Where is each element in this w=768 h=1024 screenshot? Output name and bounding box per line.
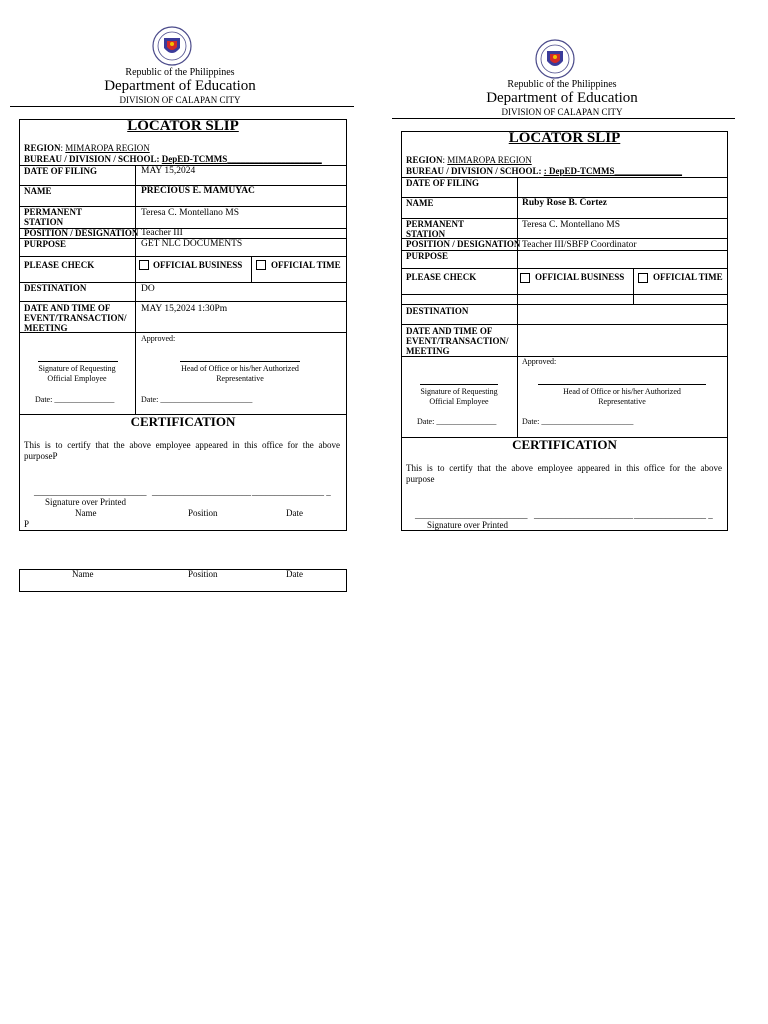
date-field-approver: [522, 417, 633, 427]
date-field-requesting: [35, 395, 114, 405]
official-time-label: OFFICIAL TIME: [653, 272, 723, 282]
department-title: Department of Education: [104, 78, 256, 94]
head-office-line1: Head of Office or his/her Authorized: [563, 387, 681, 396]
date-blank: _______________: [436, 417, 497, 426]
grid-line: [19, 332, 347, 333]
sig-blank-3: ________________ _: [252, 487, 331, 497]
event-label-3: MEETING: [406, 346, 450, 356]
grid-line: [401, 324, 728, 325]
sig-blank-3: ________________ _: [634, 510, 713, 520]
footer-date: Date: [286, 569, 303, 579]
position-label: POSITION / DESIGNATION: [24, 228, 139, 238]
date-of-filing-label: DATE OF FILING: [406, 178, 480, 188]
permanent-label: PERMANENT: [24, 207, 82, 217]
destination-label: DESTINATION: [406, 306, 469, 316]
grid-line: [401, 294, 728, 295]
sig-requesting: [24, 364, 130, 384]
republic-text: Republic of the Philippines: [507, 79, 617, 90]
sig-blank-2: ______________________: [152, 487, 251, 497]
head-office-line2: Representative: [216, 374, 264, 383]
region-value: MIMAROPA REGION: [447, 155, 532, 165]
purpose-label: PURPOSE: [24, 239, 67, 249]
date-col: Date: [286, 508, 303, 518]
head-office-line1: Head of Office or his/her Authorized: [181, 364, 299, 373]
signature-line: [180, 361, 300, 362]
date-label: Date:: [417, 417, 435, 426]
name-label: NAME: [406, 198, 434, 208]
position-value: Teacher III: [141, 228, 183, 238]
sig-over-printed: Signature over Printed: [45, 497, 126, 507]
official-business-checkbox[interactable]: [520, 273, 530, 283]
slip-border: [19, 119, 347, 531]
purpose-value: GET NLC DOCUMENTS: [141, 239, 243, 249]
header-divider: [10, 106, 354, 107]
event-label-2: EVENT/TRANSACTION/: [406, 336, 509, 346]
certification-text: [406, 463, 722, 485]
please-check-label: PLEASE CHECK: [406, 272, 477, 282]
signature-line: [420, 384, 498, 385]
bureau-label: BUREAU / DIVISION / SCHOOL: [24, 154, 157, 164]
bureau-row: BUREAU / DIVISION / SCHOOL: DepED-TCMMS_____________________: [24, 154, 322, 164]
name-value: Ruby Rose B. Cortez: [522, 198, 607, 208]
sig-requesting-line2: Official Employee: [429, 397, 489, 406]
position-label: POSITION / DESIGNATION: [406, 239, 521, 249]
republic-text: Republic of the Philippines: [125, 67, 235, 78]
certification-line2: purposeP: [24, 451, 58, 461]
signature-line: [38, 361, 118, 362]
sig-over-printed: Signature over Printed: [427, 520, 508, 530]
signature-line: [538, 384, 706, 385]
region-row: REGION: MIMAROPA REGION: [406, 155, 532, 165]
slip-title: LOCATOR SLIP: [127, 118, 239, 134]
bureau-label: BUREAU / DIVISION / SCHOOL: [406, 166, 539, 176]
certification-line1: This is to certify that the above employee appeared in this office for the above: [24, 440, 340, 450]
permanent-station-value: Teresa C. Montellano MS: [141, 208, 240, 218]
date-label: Date:: [35, 395, 53, 404]
department-title: Department of Education: [486, 90, 638, 106]
school-tail: _____________________: [227, 154, 322, 164]
name-value: PRECIOUS E. MAMUYAC: [141, 186, 255, 196]
grid-line: [401, 268, 728, 269]
destination-label: DESTINATION: [24, 283, 87, 293]
permanent-station-value: Teresa C. Montellano MS: [522, 220, 621, 230]
official-business-label: OFFICIAL BUSINESS: [535, 272, 625, 282]
date-blank: _______________________: [160, 395, 253, 404]
official-time-checkbox[interactable]: [256, 260, 266, 270]
deped-seal-icon: [152, 26, 192, 66]
header-divider: [392, 118, 735, 119]
grid-line: [19, 256, 347, 257]
grid-line: [251, 256, 252, 282]
sig-blank-1: _________________________: [415, 510, 528, 520]
grid-line: [517, 177, 518, 437]
slip-title: LOCATOR SLIP: [508, 130, 621, 146]
name-col: Name: [75, 508, 97, 518]
position-value: Teacher III/SBFP Coordinator: [522, 240, 637, 250]
official-time-label: OFFICIAL TIME: [271, 260, 341, 270]
footer-name: Name: [72, 569, 94, 579]
bureau-row: BUREAU / DIVISION / SCHOOL: : DepED-TCMMS_______________: [406, 166, 683, 176]
sig-blank-2: ______________________: [534, 510, 633, 520]
grid-line: [401, 304, 728, 305]
sig-requesting: [405, 387, 513, 407]
event-label-3: MEETING: [24, 323, 68, 333]
grid-line: [401, 250, 728, 251]
division-text: DIVISION OF CALAPAN CITY: [119, 95, 241, 105]
date-field-requesting: [417, 417, 496, 427]
footer-position: Position: [188, 569, 218, 579]
certification-title: CERTIFICATION: [512, 437, 617, 452]
grid-line: [135, 165, 136, 414]
head-office: [170, 364, 310, 384]
head-office-line2: Representative: [598, 397, 646, 406]
approved-label: Approved:: [141, 334, 176, 343]
certification-line1: This is to certify that the above employee appeared in this office for the above: [406, 463, 722, 473]
region-value: MIMAROPA REGION: [65, 143, 150, 153]
date-field-approver: [141, 395, 252, 405]
head-office: [552, 387, 692, 407]
region-label: REGION: [24, 143, 61, 153]
purpose-label: PURPOSE: [406, 251, 449, 261]
grid-line: [401, 356, 728, 357]
deped-seal-icon: [535, 39, 575, 79]
date-label: Date:: [141, 395, 159, 404]
grid-line: [633, 268, 634, 304]
destination-value: DO: [141, 284, 155, 294]
event-label-1: DATE AND TIME OF: [24, 303, 111, 313]
official-time-checkbox[interactable]: [638, 273, 648, 283]
position-col: Position: [188, 508, 218, 518]
school-value: DepED-TCMMS: [161, 154, 228, 164]
please-check-label: PLEASE CHECK: [24, 260, 95, 270]
date-blank: _______________________: [541, 417, 634, 426]
school-value: : DepED-TCMMS: [543, 166, 615, 176]
station-label: STATION: [24, 217, 64, 227]
sig-requesting-line2: Official Employee: [47, 374, 107, 383]
date-of-filing-value: MAY 15,2024: [141, 166, 196, 176]
date-blank: _______________: [54, 395, 115, 404]
region-row: REGION: MIMAROPA REGION: [24, 143, 150, 153]
event-label-2: EVENT/TRANSACTION/: [24, 313, 127, 323]
official-business-checkbox[interactable]: [139, 260, 149, 270]
date-label: Date:: [522, 417, 540, 426]
division-text: DIVISION OF CALAPAN CITY: [501, 107, 623, 117]
sig-blank-1: _________________________: [34, 487, 147, 497]
grid-line: [19, 301, 347, 302]
event-label-1: DATE AND TIME OF: [406, 326, 493, 336]
approved-label: Approved:: [522, 357, 557, 366]
sig-requesting-line1: Signature of Requesting: [38, 364, 116, 373]
certification-line2: purpose: [406, 474, 435, 484]
certification-title: CERTIFICATION: [130, 414, 236, 429]
date-of-filing-label: DATE OF FILING: [24, 166, 98, 176]
official-business-label: OFFICIAL BUSINESS: [153, 260, 243, 270]
station-label: STATION: [406, 229, 446, 239]
stray-text: P: [24, 519, 30, 529]
certification-text: [24, 440, 340, 462]
name-label: NAME: [24, 186, 52, 196]
permanent-label: PERMANENT: [406, 219, 464, 229]
event-datetime-value: MAY 15,2024 1:30Pm: [141, 304, 228, 314]
sig-requesting-line1: Signature of Requesting: [420, 387, 498, 396]
region-label: REGION: [406, 155, 443, 165]
school-tail: _______________: [614, 166, 683, 176]
